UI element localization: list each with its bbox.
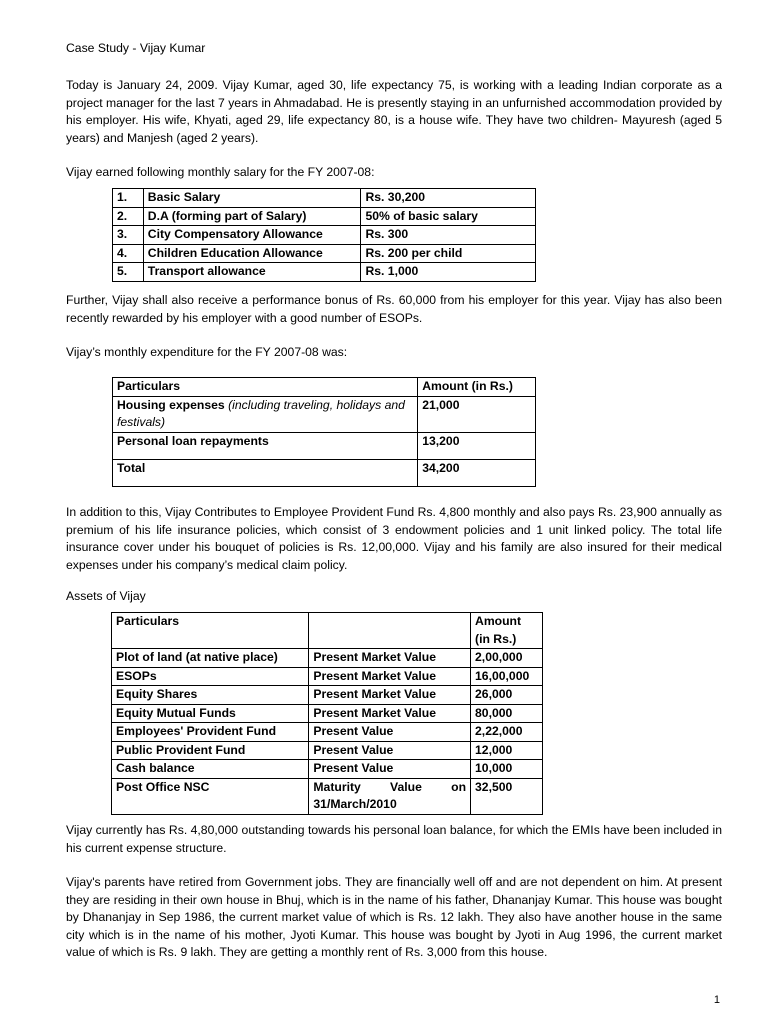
nsc-basis-line2: 31/March/2010 xyxy=(313,797,397,811)
table-row xyxy=(113,378,536,397)
asset-amount: 16,00,000 xyxy=(471,667,543,686)
asset-amount: 32,500 xyxy=(471,778,543,814)
assets-header-particulars: Particulars xyxy=(112,613,309,649)
salary-row-amount: Rs. 30,200 xyxy=(361,189,536,208)
asset-basis: Present Market Value xyxy=(309,704,471,723)
assets-heading: Assets of Vijay xyxy=(66,589,146,603)
housing-label: Housing expenses xyxy=(117,397,225,412)
table-row xyxy=(113,226,536,245)
asset-item: Employees' Provident Fund xyxy=(112,723,309,742)
housing-cell xyxy=(113,396,418,432)
asset-item: Public Provident Fund xyxy=(112,741,309,760)
table-row xyxy=(112,613,543,649)
assets-header-basis xyxy=(309,613,471,649)
table-row xyxy=(112,741,543,760)
salary-row-item: Transport allowance xyxy=(143,263,361,282)
table-row xyxy=(113,189,536,208)
asset-basis xyxy=(309,778,471,814)
table-row xyxy=(112,704,543,723)
table-row xyxy=(113,207,536,226)
salary-row-item: City Compensatory Allowance xyxy=(143,226,361,245)
nsc-basis-line1: Maturity Value on xyxy=(313,779,467,794)
table-row xyxy=(112,667,543,686)
assets-table xyxy=(111,612,543,815)
loan-amount: 13,200 xyxy=(418,432,536,459)
asset-item: Plot of land (at native place) xyxy=(112,649,309,668)
salary-row-item: D.A (forming part of Salary) xyxy=(143,207,361,226)
document-title: Case Study - Vijay Kumar xyxy=(66,41,206,55)
table-row xyxy=(112,778,543,814)
asset-basis: Present Value xyxy=(309,760,471,779)
table-row xyxy=(113,244,536,263)
asset-item: Cash balance xyxy=(112,760,309,779)
asset-basis: Present Market Value xyxy=(309,686,471,705)
salary-row-amount: 50% of basic salary xyxy=(361,207,536,226)
salary-row-number: 5. xyxy=(113,263,144,282)
asset-amount: 2,00,000 xyxy=(471,649,543,668)
asset-basis: Present Market Value xyxy=(309,667,471,686)
asset-amount: 80,000 xyxy=(471,704,543,723)
salary-row-amount: Rs. 300 xyxy=(361,226,536,245)
salary-row-number: 2. xyxy=(113,207,144,226)
asset-item: Equity Shares xyxy=(112,686,309,705)
housing-note: (including traveling, holidays and festivals) xyxy=(117,397,405,429)
asset-amount: 26,000 xyxy=(471,686,543,705)
total-amount: 34,200 xyxy=(418,459,536,486)
loan-label: Personal loan repayments xyxy=(113,432,418,459)
table-row xyxy=(112,649,543,668)
salary-row-amount: Rs. 200 per child xyxy=(361,244,536,263)
asset-amount: 2,22,000 xyxy=(471,723,543,742)
asset-item: ESOPs xyxy=(112,667,309,686)
salary-row-number: 3. xyxy=(113,226,144,245)
page-number: 1 xyxy=(713,994,720,1006)
bonus-paragraph: Further, Vijay shall also receive a performance bonus of Rs. 60,000 from his employer for this year. Vijay has also been recently rewarded by his employer with a good number of ESOPs. xyxy=(66,293,722,325)
salary-row-item: Children Education Allowance xyxy=(143,244,361,263)
intro-paragraph: Today is January 24, 2009. Vijay Kumar, aged 30, life expectancy 75, is working with a leading Indian corporate as a project manager for the last 7 years in Ahmadabad. He is presently staying in an unfurnished accommodation provided by his employer. His wife, Khyati, aged 29, life expectancy 80, is a house wife. They have two children- Mayuresh (aged 5 years) and Manjesh (aged 2 years). xyxy=(66,78,722,145)
salary-heading: Vijay earned following monthly salary for the FY 2007-08: xyxy=(66,165,375,179)
parents-paragraph: Vijay's parents have retired from Government jobs. They are financially well off and are not dependent on him. At present they are residing in their own house in Bhuj, which is in the name of his father, Dhananjay Kumar. This house was bought by Dhananjay in Sep 1986, the current market value of which is Rs. 12 lakh. They also have another house in the same city which is in the name of his mother, Jyoti Kumar. This house was bought by Jyoti in Aug 1996, the current market value of which is Rs. 9 lakh. They are getting a monthly rent of Rs. 3,000 from this house. xyxy=(66,875,722,959)
header-amount: Amount (in Rs.) xyxy=(418,378,536,397)
salary-row-number: 1. xyxy=(113,189,144,208)
header-particulars: Particulars xyxy=(113,378,418,397)
epf-paragraph: In addition to this, Vijay Contributes to Employee Provident Fund Rs. 4,800 monthly and also pays Rs. 23,900 annually as premium of his life insurance policies, which consist of 3 endowment policies and 1 unit linked policy. The total life insurance cover under his bouquet of policies is Rs. 12,00,000. Vijay and his family are also insured for their medical expenses under his company’s medical claim policy. xyxy=(66,505,722,572)
expenditure-heading: Vijay’s monthly expenditure for the FY 2007-08 was: xyxy=(66,345,348,359)
table-row xyxy=(112,723,543,742)
salary-row-number: 4. xyxy=(113,244,144,263)
asset-basis: Present Value xyxy=(309,723,471,742)
salary-row-item: Basic Salary xyxy=(143,189,361,208)
salary-row-amount: Rs. 1,000 xyxy=(361,263,536,282)
asset-item: Equity Mutual Funds xyxy=(112,704,309,723)
table-row xyxy=(112,686,543,705)
table-row xyxy=(113,396,536,432)
loan-paragraph: Vijay currently has Rs. 4,80,000 outstanding towards his personal loan balance, for which the EMIs have been included in his current expense structure. xyxy=(66,823,722,855)
asset-amount: 12,000 xyxy=(471,741,543,760)
table-row xyxy=(113,263,536,282)
table-row xyxy=(113,432,536,459)
asset-basis: Present Value xyxy=(309,741,471,760)
asset-item: Post Office NSC xyxy=(112,778,309,814)
asset-basis: Present Market Value xyxy=(309,649,471,668)
expenditure-table xyxy=(112,377,536,487)
asset-amount: 10,000 xyxy=(471,760,543,779)
housing-amount: 21,000 xyxy=(418,396,536,432)
salary-table xyxy=(112,188,536,282)
total-label: Total xyxy=(113,459,418,486)
assets-header-amount: Amount (in Rs.) xyxy=(471,613,543,649)
table-row xyxy=(112,760,543,779)
table-row xyxy=(113,459,536,486)
